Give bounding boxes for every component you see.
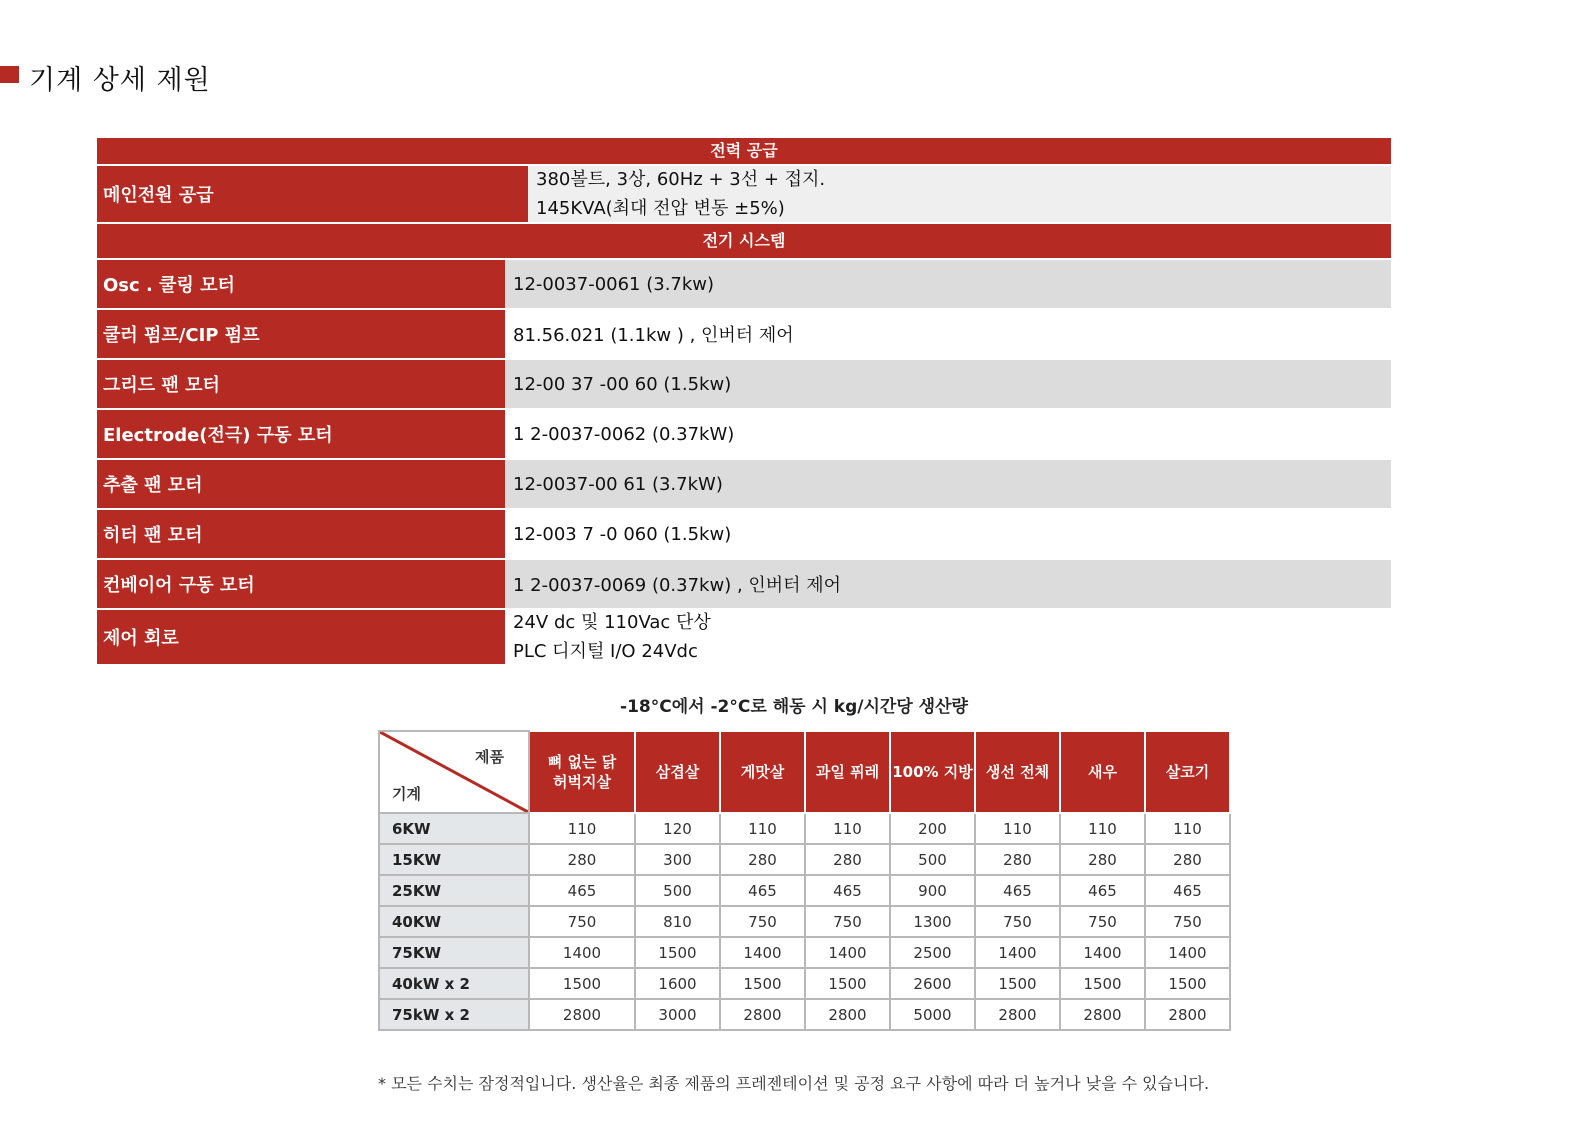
spec-row	[97, 360, 1391, 410]
production-value: 300	[635, 844, 720, 875]
production-value: 1400	[1060, 937, 1145, 968]
production-value: 1500	[975, 968, 1060, 999]
control-circuit-label: 제어 회로	[97, 610, 505, 664]
electrical-rows	[97, 260, 1391, 610]
corner-cell	[379, 731, 529, 813]
production-value: 2500	[890, 937, 975, 968]
production-value: 2800	[975, 999, 1060, 1030]
production-value: 465	[805, 875, 890, 906]
production-value: 120	[635, 813, 720, 844]
production-value: 465	[975, 875, 1060, 906]
production-value: 750	[975, 906, 1060, 937]
spec-row	[97, 410, 1391, 460]
production-row	[379, 906, 1230, 937]
spec-row	[97, 260, 1391, 310]
machine-label: 15KW	[379, 844, 529, 875]
production-value: 2800	[1145, 999, 1230, 1030]
spec-row-label: Osc . 쿨링 모터	[97, 260, 505, 308]
control-circuit-line1: 24V dc 및 110Vac 단상	[513, 612, 711, 633]
electrical-system-header: 전기 시스템	[97, 224, 1391, 260]
production-value: 1500	[805, 968, 890, 999]
spec-row	[97, 560, 1391, 610]
product-column-header: 100% 지방	[890, 731, 975, 813]
production-value: 1500	[1145, 968, 1230, 999]
production-value: 1600	[635, 968, 720, 999]
spec-row-value: 12-0037-00 61 (3.7kW)	[505, 460, 1391, 508]
main-power-line1: 380볼트, 3상, 60Hz + 3선 + 접지.	[536, 169, 826, 190]
main-power-value	[528, 166, 1391, 222]
spec-row-value: 1 2-0037-0069 (0.37kw) , 인버터 제어	[505, 560, 1391, 608]
production-value: 500	[890, 844, 975, 875]
production-value: 750	[720, 906, 805, 937]
production-value: 110	[975, 813, 1060, 844]
production-value: 200	[890, 813, 975, 844]
production-value: 1500	[529, 968, 635, 999]
spec-row-value: 81.56.021 (1.1kw ) , 인버터 제어	[505, 310, 1391, 358]
production-row	[379, 937, 1230, 968]
spec-row	[97, 310, 1391, 360]
spec-row-value: 12-0037-0061 (3.7kw)	[505, 260, 1391, 308]
product-column-header: 새우	[1060, 731, 1145, 813]
power-supply-header: 전력 공급	[97, 138, 1391, 166]
main-power-line2: 145KVA(최대 전압 변동 ±5%)	[536, 198, 785, 219]
product-column-header: 게맛살	[720, 731, 805, 813]
production-value: 280	[975, 844, 1060, 875]
production-value: 3000	[635, 999, 720, 1030]
machine-label: 75kW x 2	[379, 999, 529, 1030]
spec-row-label: 그리드 팬 모터	[97, 360, 505, 408]
production-value: 465	[1060, 875, 1145, 906]
production-header-row	[379, 731, 1230, 813]
machine-label: 40kW x 2	[379, 968, 529, 999]
production-value: 1300	[890, 906, 975, 937]
production-value: 2800	[720, 999, 805, 1030]
production-value: 1500	[720, 968, 805, 999]
production-row	[379, 875, 1230, 906]
production-value: 1500	[635, 937, 720, 968]
production-value: 465	[529, 875, 635, 906]
spec-row	[97, 460, 1391, 510]
production-table	[378, 730, 1231, 1031]
production-value: 1400	[529, 937, 635, 968]
production-value: 280	[1060, 844, 1145, 875]
production-title: -18°C에서 -2°C로 해동 시 kg/시간당 생산량	[620, 697, 968, 717]
production-value: 1500	[1060, 968, 1145, 999]
machine-label: 25KW	[379, 875, 529, 906]
product-column-header: 살코기	[1145, 731, 1230, 813]
production-value: 2800	[1060, 999, 1145, 1030]
production-value: 2600	[890, 968, 975, 999]
production-row	[379, 968, 1230, 999]
production-value: 5000	[890, 999, 975, 1030]
spec-row-value: 12-00 37 -00 60 (1.5kw)	[505, 360, 1391, 408]
production-value: 750	[1145, 906, 1230, 937]
control-circuit-row	[97, 610, 1391, 664]
footnote: * 모든 수치는 잠정적입니다. 생산율은 최종 제품의 프레젠테이션 및 공정 요구 사항에 따라 더 높거나 낮을 수 있습니다.	[378, 1074, 1210, 1093]
production-row	[379, 813, 1230, 844]
production-value: 110	[529, 813, 635, 844]
production-value: 500	[635, 875, 720, 906]
control-circuit-line2: PLC 디지털 I/O 24Vdc	[513, 641, 698, 662]
spec-row	[97, 510, 1391, 560]
product-column-header: 뼈 없는 닭 허벅지살	[529, 731, 635, 813]
spec-row-label: Electrode(전극) 구동 모터	[97, 410, 505, 458]
corner-product-label: 제품	[475, 748, 504, 766]
machine-label: 75KW	[379, 937, 529, 968]
production-value: 110	[1145, 813, 1230, 844]
machine-label: 40KW	[379, 906, 529, 937]
production-value: 1400	[975, 937, 1060, 968]
production-value: 750	[805, 906, 890, 937]
production-value: 110	[1060, 813, 1145, 844]
main-power-label: 메인전원 공급	[97, 166, 528, 222]
main-power-row	[97, 166, 1391, 224]
production-value: 750	[1060, 906, 1145, 937]
corner-machine-label: 기계	[392, 785, 421, 803]
spec-row-label: 추출 팬 모터	[97, 460, 505, 508]
production-value: 1400	[805, 937, 890, 968]
production-row	[379, 844, 1230, 875]
production-value: 280	[529, 844, 635, 875]
production-value: 110	[720, 813, 805, 844]
product-column-header: 삼겹살	[635, 731, 720, 813]
production-row	[379, 999, 1230, 1030]
production-value: 110	[805, 813, 890, 844]
spec-row-value: 1 2-0037-0062 (0.37kW)	[505, 410, 1391, 458]
production-value: 810	[635, 906, 720, 937]
production-value: 750	[529, 906, 635, 937]
spec-row-label: 컨베이어 구동 모터	[97, 560, 505, 608]
control-circuit-value	[505, 610, 1391, 664]
production-value: 2800	[529, 999, 635, 1030]
production-value: 280	[1145, 844, 1230, 875]
production-value: 1400	[1145, 937, 1230, 968]
spec-row-label: 히터 팬 모터	[97, 510, 505, 558]
page-title: 기계 상세 제원	[29, 65, 211, 96]
spec-row-value: 12-003 7 -0 060 (1.5kw)	[505, 510, 1391, 558]
spec-row-label: 쿨러 펌프/CIP 펌프	[97, 310, 505, 358]
production-value: 465	[1145, 875, 1230, 906]
production-value: 2800	[805, 999, 890, 1030]
machine-label: 6KW	[379, 813, 529, 844]
product-column-header: 과일 퓌레	[805, 731, 890, 813]
production-value: 280	[720, 844, 805, 875]
production-value: 465	[720, 875, 805, 906]
spec-table	[97, 138, 1391, 664]
production-value: 900	[890, 875, 975, 906]
production-value: 280	[805, 844, 890, 875]
production-value: 1400	[720, 937, 805, 968]
title-marker	[0, 66, 19, 83]
product-column-header: 생선 전체	[975, 731, 1060, 813]
